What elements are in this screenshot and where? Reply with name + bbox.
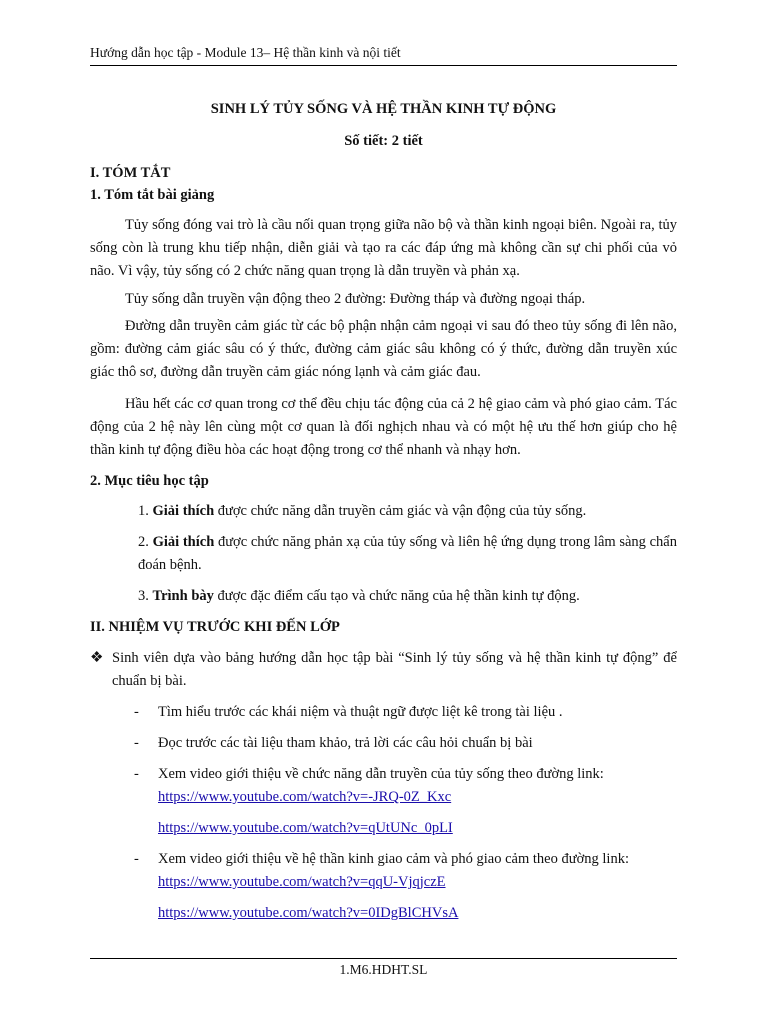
youtube-link[interactable]: https://www.youtube.com/watch?v=0IDgBlCHVsA <box>158 905 459 921</box>
goal-text: được chức năng phản xạ của tủy sống và liên hệ ứng dụng trong lâm sàng chẩn đoán bệnh. <box>138 534 677 573</box>
list-item-body <box>158 848 677 894</box>
list-item-body <box>158 763 677 809</box>
goal-number: 2. <box>138 534 149 550</box>
link-line <box>158 817 677 840</box>
youtube-link[interactable]: https://www.youtube.com/watch?v=qUtUNc_0pLI <box>158 820 453 836</box>
page-footer: 1.M6.HDHT.SL <box>90 958 677 978</box>
bullet-text: Sinh viên dựa vào bảng hướng dẫn học tập bài “Sinh lý tủy sống và hệ thần kinh tự động” để chuẩn bị bài. <box>112 650 677 689</box>
section-heading-2: II. NHIỆM VỤ TRƯỚC KHI ĐẾN LỚP <box>90 619 340 635</box>
document-page <box>90 0 677 1024</box>
dash-bullet: - <box>134 851 139 867</box>
bullet-item <box>90 647 677 693</box>
list-item-text: Đọc trước các tài liệu tham khảo, trả lời các câu hỏi chuẩn bị bài <box>158 735 533 751</box>
paragraph: Tủy sống dẫn truyền vận động theo 2 đường: Đường tháp và đường ngoại tháp. <box>125 291 586 307</box>
goal-item <box>138 531 677 577</box>
list-item-text: Xem video giới thiệu về hệ thần kinh giao cảm và phó giao cảm theo đường link: <box>158 851 629 867</box>
paragraph: Hầu hết các cơ quan trong cơ thể đều chịu tác động của cả 2 hệ giao cảm và phó giao cảm. Tác động của 2 hệ này lên cùng một cơ quan là đối nghịch nhau và có một hệ ưu thế hơn giúp cho hệ thần kinh tự động điều hòa các hoạt động trong cơ thể nhanh và nhạy hơn. <box>90 396 677 458</box>
link-line <box>158 902 677 925</box>
goal-verb: Giải thích <box>152 503 215 519</box>
youtube-link[interactable]: https://www.youtube.com/watch?v=-JRQ-0Z_Kxc <box>158 789 452 805</box>
goal-text: được đặc điểm cấu tạo và chức năng của hệ thần kinh tự động. <box>213 588 580 604</box>
diamond-bullet-icon: ❖ <box>90 650 104 666</box>
goal-number: 1. <box>138 503 149 519</box>
dash-bullet: - <box>134 735 139 751</box>
goal-verb: Trình bày <box>152 588 214 604</box>
youtube-link[interactable]: https://www.youtube.com/watch?v=qqU-VjqjczE <box>158 874 446 890</box>
subsection-heading-2: 2. Mục tiêu học tập <box>90 473 209 489</box>
goal-item <box>138 585 677 608</box>
running-header: Hướng dẫn học tập - Module 13– Hệ thần kinh và nội tiết <box>90 45 677 66</box>
list-item-text: Tìm hiểu trước các khái niệm và thuật ngữ được liệt kê trong tài liệu . <box>158 704 563 720</box>
goal-item <box>138 500 677 523</box>
goal-text: được chức năng dẫn truyền cảm giác và vận động của tủy sống. <box>214 503 587 519</box>
list-item <box>134 848 677 894</box>
list-item <box>134 701 677 724</box>
paragraph: Tủy sống đóng vai trò là cầu nối quan trọng giữa não bộ và thần kinh ngoại biên. Ngoài ra, tủy sống còn là trung khu tiếp nhận, diễn giải và tạo ra các đáp ứng mà không cần sự chi phối của vỏ não. Vì vậy, tủy sống có 2 chức năng quan trọng là dẫn truyền và phản xạ. <box>90 217 677 279</box>
list-item <box>134 763 677 809</box>
doc-title: SINH LÝ TỦY SỐNG VÀ HỆ THẦN KINH TỰ ĐỘNG <box>210 101 557 117</box>
list-item <box>134 732 677 755</box>
paragraph: Đường dẫn truyền cảm giác từ các bộ phận nhận cảm ngoại vi sau đó theo tủy sống đi lên não, gồm: đường cảm giác sâu có ý thức, đường cảm giác sâu không có ý thức, đường dẫn truyền xúc giác thô sơ, đường dẫn truyền cảm giác nóng lạnh và cảm giác đau. <box>90 318 677 380</box>
doc-subtitle: Số tiết: 2 tiết <box>344 133 423 149</box>
list-item-text: Xem video giới thiệu về chức năng dẫn truyền của tủy sống theo đường link: <box>158 766 604 782</box>
dash-bullet: - <box>134 766 139 782</box>
goal-number: 3. <box>138 588 149 604</box>
dash-bullet: - <box>134 704 139 720</box>
goal-verb: Giải thích <box>152 534 215 550</box>
section-heading-1: I. TÓM TẮT <box>90 165 171 181</box>
subsection-heading-1: 1. Tóm tắt bài giảng <box>90 187 215 203</box>
